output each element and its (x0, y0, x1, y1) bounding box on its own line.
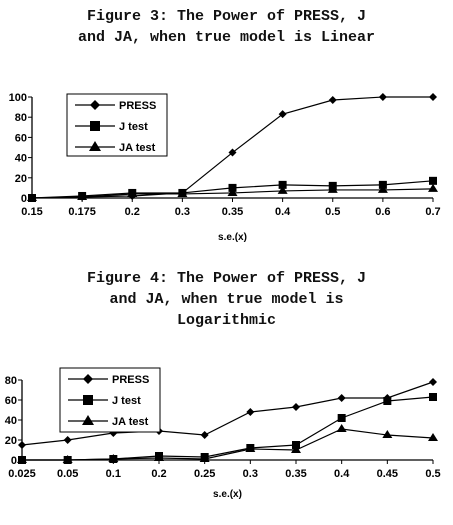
fig3-legend-label: J test (119, 121, 148, 133)
figure-4-title-line-3: Logarithmic (176, 312, 277, 329)
figure-3-title-line-1: Figure 3: The Power of PRESS, J (86, 8, 367, 25)
figure-4-chart (0, 362, 453, 512)
fig3-legend-label: PRESS (119, 100, 157, 112)
fig4-x-tick-label: 0.45 (376, 468, 399, 480)
figure-3-chart (0, 80, 453, 245)
figure-3-title (0, 6, 453, 48)
fig3-data-point (429, 177, 437, 185)
fig3-y-tick-label: 60 (14, 132, 27, 145)
fig3-data-point (429, 93, 437, 101)
fig4-legend (60, 368, 160, 432)
fig3-x-axis-label: s.e.(x) (218, 232, 247, 243)
fig3-x-tick-label: 0.175 (68, 206, 96, 218)
fig4-x-tick-label: 0.4 (334, 468, 350, 480)
fig3-data-point (428, 184, 438, 192)
fig4-y-tick-label: 60 (4, 395, 17, 407)
figure-3-title-line-2: and JA, when true model is Linear (77, 29, 376, 46)
fig4-data-point (429, 378, 437, 386)
fig4-data-point (428, 433, 438, 441)
fig4-data-point (201, 431, 209, 439)
figure-4-title-line-1: Figure 4: The Power of PRESS, J (86, 270, 367, 287)
fig4-x-tick-label: 0.3 (242, 468, 258, 480)
fig3-x-tick-label: 0.3 (174, 206, 191, 218)
fig3-x-tick-label: 0.4 (274, 206, 291, 218)
fig4-data-point (64, 436, 72, 444)
fig4-data-point (337, 424, 347, 432)
fig4-x-tick-label: 0.1 (105, 468, 121, 480)
fig4-data-point (338, 394, 346, 402)
fig4-legend-label: J test (112, 395, 141, 407)
fig4-x-tick-label: 0.05 (56, 468, 79, 480)
figure-4-title-line-2: and JA, when true model is (109, 291, 344, 308)
fig4-y-tick-label: 80 (4, 375, 17, 387)
fig4-x-axis-label: s.e.(x) (213, 489, 242, 500)
fig3-data-point (329, 96, 337, 104)
fig3-x-tick-label: 0.6 (375, 206, 391, 218)
fig4-legend-label: PRESS (112, 374, 150, 386)
fig4-x-tick-label: 0.35 (285, 468, 307, 480)
figure-4-title (0, 268, 453, 331)
fig4-data-point (383, 397, 391, 405)
fig4-x-tick-label: 0.2 (151, 468, 167, 480)
fig4-legend-marker (83, 395, 93, 405)
fig3-x-tick-label: 0.5 (325, 206, 341, 218)
fig3-legend (67, 94, 167, 156)
fig3-x-tick-label: 0.2 (124, 206, 140, 218)
fig4-series-line (22, 429, 433, 460)
fig4-data-point (18, 441, 26, 449)
fig4-x-tick-label: 0.25 (193, 468, 216, 480)
fig3-x-tick-label: 0.35 (221, 206, 244, 218)
fig3-y-tick-label: 20 (14, 172, 27, 185)
fig3-data-point (379, 93, 387, 101)
fig3-legend-marker (90, 121, 100, 131)
fig4-x-tick-label: 0.025 (8, 468, 36, 480)
fig4-x-tick-label: 0.5 (425, 468, 441, 480)
fig4-y-tick-label: 20 (4, 435, 17, 447)
fig4-legend-label: JA test (112, 416, 149, 428)
fig3-y-tick-label: 100 (8, 92, 27, 104)
fig3-legend-label: JA test (119, 142, 156, 154)
fig3-x-tick-label: 0.7 (425, 206, 441, 218)
fig3-y-tick-label: 40 (14, 152, 27, 165)
fig4-y-tick-label: 0 (10, 455, 17, 467)
fig4-y-tick-label: 40 (4, 415, 17, 427)
fig4-data-point (246, 408, 254, 416)
fig3-x-tick-label: 0.15 (21, 206, 43, 218)
fig4-data-point (292, 403, 300, 411)
fig4-data-point (338, 414, 346, 422)
fig3-y-tick-label: 80 (14, 112, 27, 125)
fig4-data-point (429, 393, 437, 401)
fig3-y-tick-label: 0 (20, 193, 27, 205)
